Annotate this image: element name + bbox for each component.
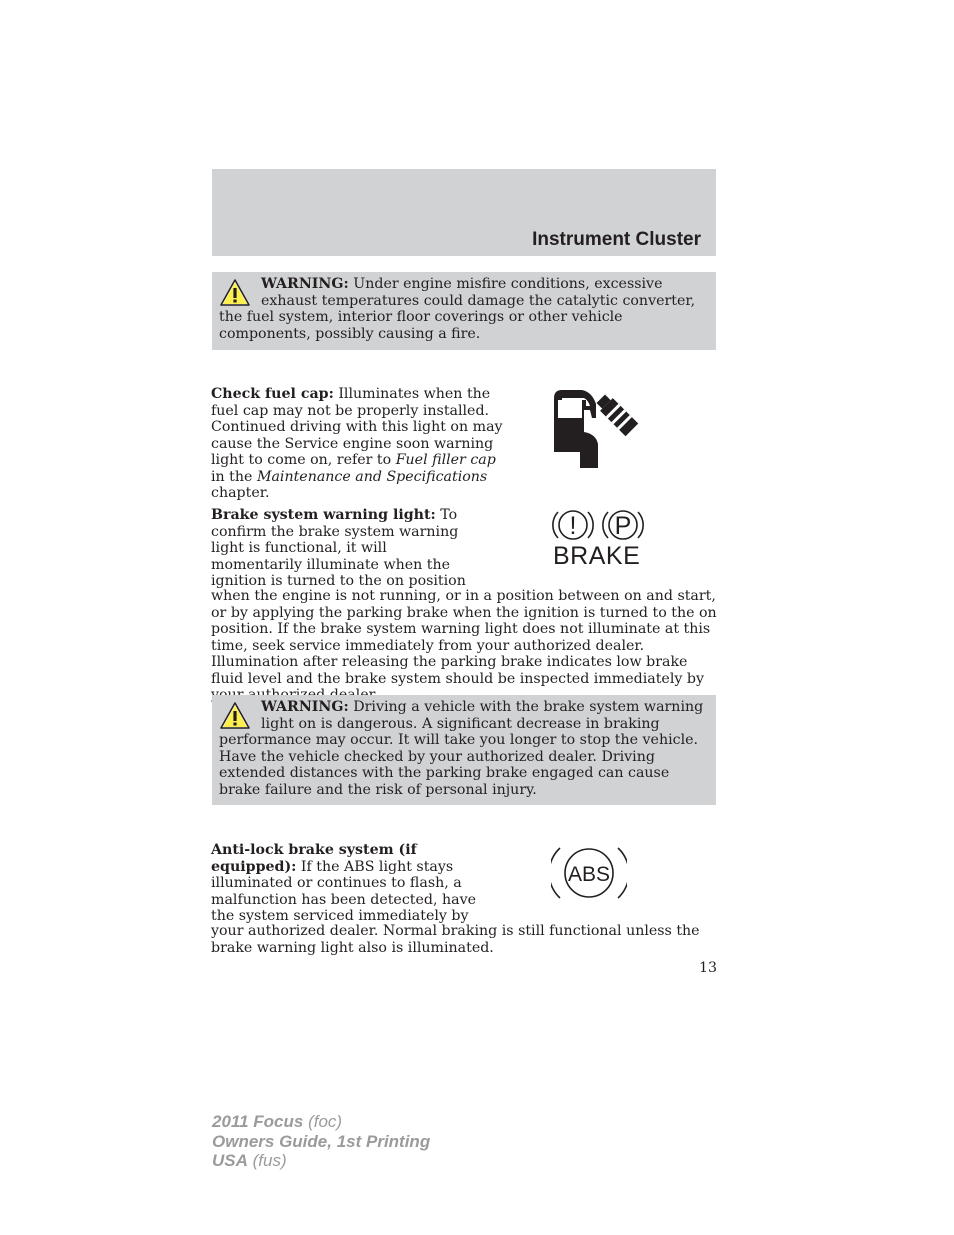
brake-heading: Brake system warning light: <box>211 507 436 523</box>
footer-market-code: (fus) <box>252 1151 287 1170</box>
document-footer <box>212 1112 430 1171</box>
footer-guide: Owners Guide, 1st Printing <box>212 1131 431 1151</box>
brake-text-continued: when the engine is not running, or in a position between on and start, or by applying the parking brake when the ignition is turned to the on position. If the brake system warning light does not illuminate at this time, seek service immediately from your authorized dealer. Illumination after releasing the parking brake indicates low brake fluid level and the brake system should be inspected immediately by <box>211 588 717 687</box>
fuel-cap-text-2: in the <box>211 468 253 485</box>
section-header <box>212 169 716 256</box>
brake-icon-label: BRAKE <box>553 542 641 570</box>
brake-paragraph-narrow <box>211 507 466 590</box>
exclaim-glyph: ! <box>569 512 577 540</box>
warning-label: WARNING: <box>261 276 349 292</box>
brake-paragraph-wide <box>211 588 721 704</box>
abs-paragraph-wide <box>211 923 721 956</box>
warning-triangle-icon <box>219 278 251 308</box>
abs-icon-label: ABS <box>567 863 611 886</box>
fuel-cap-heading: Check fuel cap: <box>211 386 334 402</box>
warning-triangle-icon <box>219 701 251 731</box>
abs-heading: Anti-lock brake system (if equipped): <box>211 842 417 875</box>
fuel-cap-reference: Fuel filler cap <box>395 452 496 468</box>
warning-text: Driving a vehicle with the brake system warning light on is dangerous. A significant decrease in braking performance may occur. It will take you longer to stop the vehicle. Have the vehicle checked by your authorized dealer. Driving extended distances with the parking brake engaged can cause brake failure and the risk of personal injury. <box>219 699 704 798</box>
fuel-cap-paragraph <box>211 386 511 502</box>
park-glyph: P <box>614 512 632 540</box>
footer-market: USA <box>212 1151 248 1170</box>
page-number: 13 <box>699 960 718 976</box>
abs-icon <box>551 844 627 902</box>
brake-text: To confirm the brake system warning light is functional, it will momentarily illuminate when the ignition is turned to the on position <box>211 507 466 589</box>
section-title: Instrument Cluster <box>532 229 701 250</box>
warning-label: WARNING: <box>261 699 349 715</box>
fuel-cap-text: Illuminates when the fuel cap may not be properly installed. Continued driving with this light on may cause the Service engine soon warning light to come on, refer to <box>211 386 503 468</box>
fuel-cap-icon <box>552 388 647 470</box>
abs-text-continued: your authorized dealer. Normal braking is still functional unless the brake warning light also is illuminated. <box>211 923 700 956</box>
warning-box-misfire <box>212 272 716 350</box>
warning-box-brake <box>212 695 716 805</box>
footer-model-code: (foc) <box>308 1112 343 1131</box>
chapter-reference: Maintenance and Specifications <box>256 468 488 485</box>
abs-paragraph-narrow <box>211 842 476 925</box>
brake-warning-icon <box>552 506 644 546</box>
warning-text: Under engine misfire conditions, excessive exhaust temperatures could damage the catalytic converter, the fuel system, interior floor coverings or other vehicle components, possibly causing a fire. <box>219 276 696 342</box>
abs-text: If the ABS light stays illuminated or continues to flash, a malfunction has been detected, have the system serviced immediately by <box>211 858 476 924</box>
footer-model: 2011 Focus <box>212 1112 304 1131</box>
fuel-cap-text-3: chapter. <box>211 485 270 501</box>
